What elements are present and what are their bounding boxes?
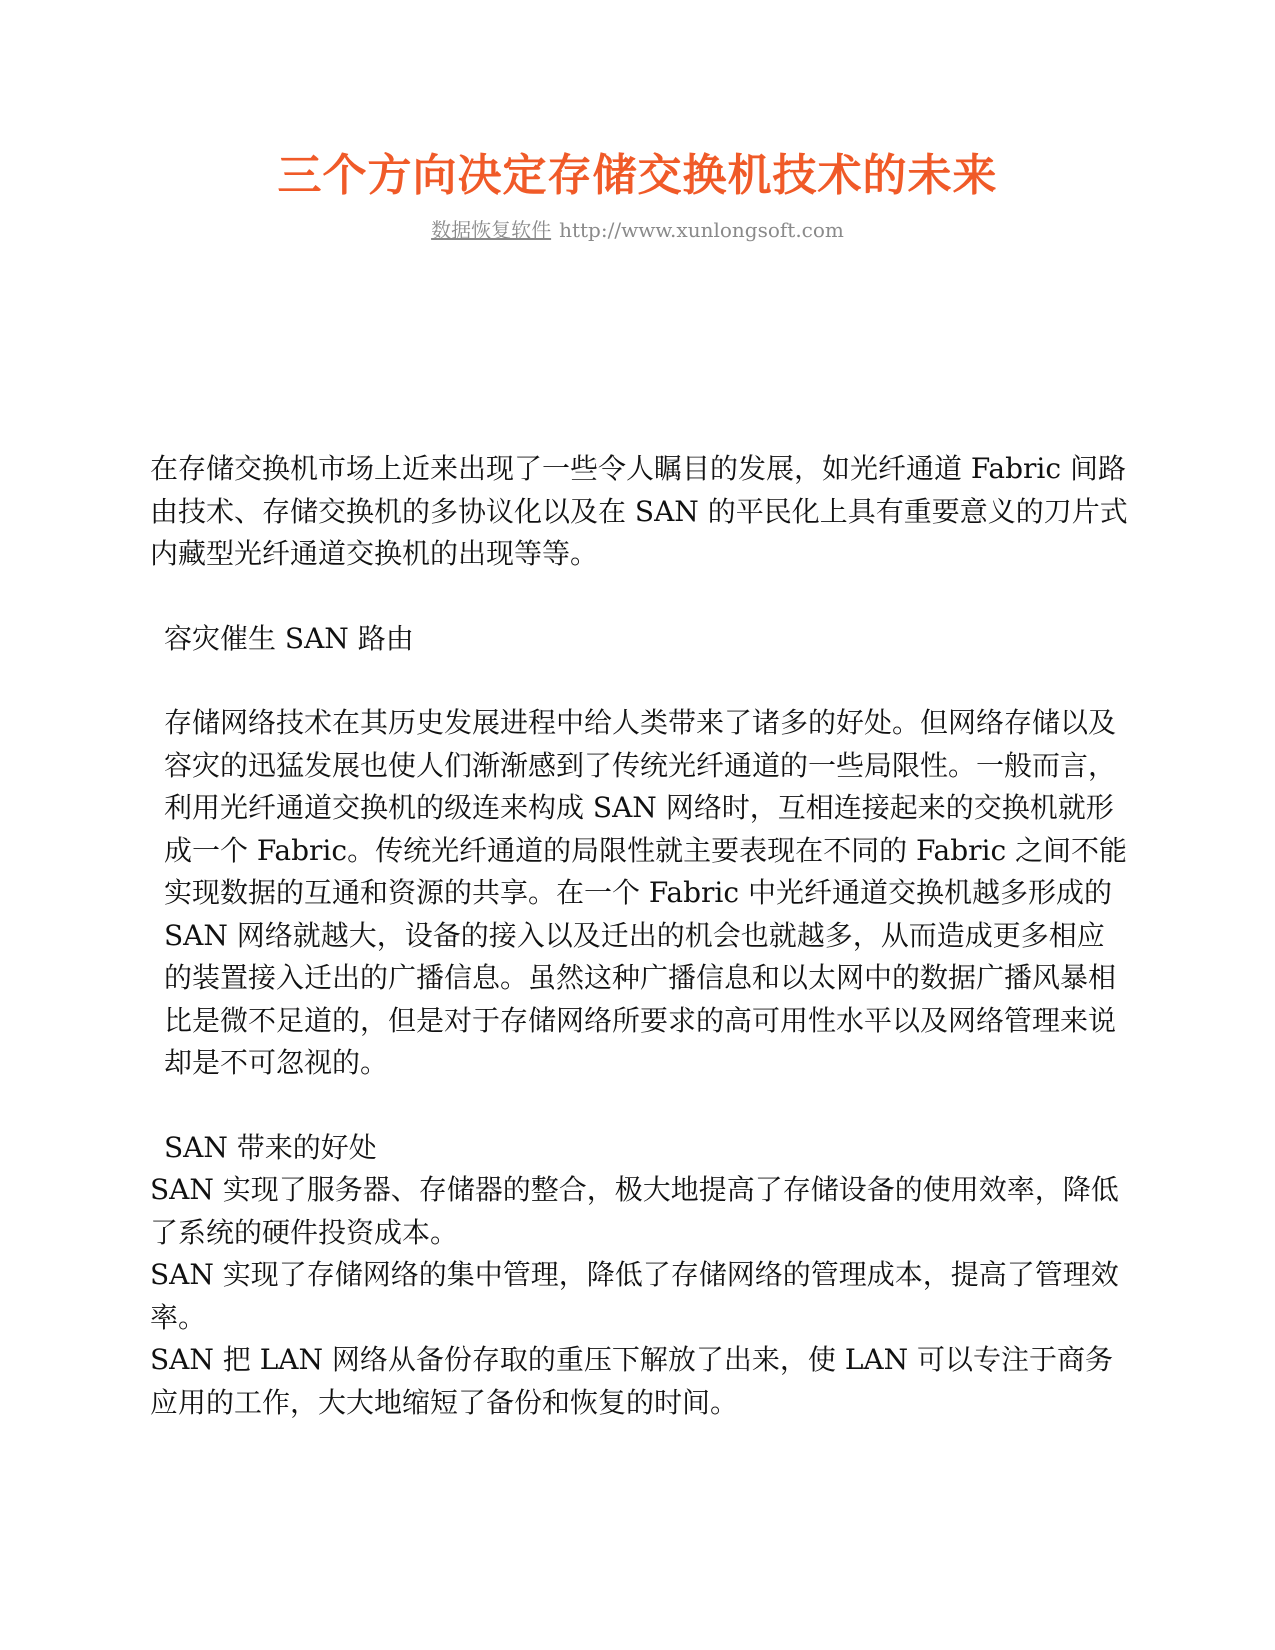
benefit-item-3: SAN 把 LAN 网络从备份存取的重压下解放了出来，使 LAN 可以专注于商务应用的工作，大大地缩短了备份和恢复的时间。 bbox=[150, 1343, 1114, 1419]
benefit-item-2: SAN 实现了存储网络的集中管理，降低了存储网络的管理成本，提高了管理效率。 bbox=[150, 1258, 1119, 1334]
source-url[interactable]: http://www.xunlongsoft.com bbox=[559, 218, 844, 242]
benefit-item-1: SAN 实现了服务器、存储器的整合，极大地提高了存储设备的使用效率，降低了系统的硬件投资成本。 bbox=[150, 1173, 1119, 1249]
source-link[interactable]: 数据恢复软件 bbox=[431, 218, 552, 242]
section-heading-san-benefits: SAN 带来的好处 bbox=[164, 1130, 377, 1164]
page-title: 三个方向决定存储交换机技术的未来 bbox=[277, 150, 998, 201]
san-routing-paragraph: 存储网络技术在其历史发展进程中给人类带来了诸多的好处。但网络存储以及容灾的迅猛发展也使人们渐渐感到了传统光纤通道的一些局限性。一般而言，利用光纤通道交换机的级连来构成 SAN 网络时，互相连接起来的交换机就形成一个 Fabric。传统光纤通道的局限性就主要表现在不同的 Fabric 之间不能实现数据的互通和资源的共享。在一个 Fabric 中光纤通道交换机越多形成的 SAN 网络就越大，设备的接入以及迁出的机会也就越多，从而造成更多相应的装置接入迁出的广播信息。虽然这种广播信息和以太网中的数据广播风暴相比是微不足道的，但是对于存储网络所要求的高可用性水平以及网络管理来说却是不可忽视的。 bbox=[164, 706, 1128, 1079]
section-heading-san-routing: 容灾催生 SAN 路由 bbox=[164, 621, 414, 655]
article-body bbox=[150, 448, 1130, 1424]
source-line bbox=[0, 216, 1275, 244]
intro-paragraph: 在存储交换机市场上近来出现了一些令人瞩目的发展，如光纤通道 Fabric 间路由技术、存储交换机的多协议化以及在 SAN 的平民化上具有重要意义的刀片式内藏型光纤通道交换机的出现等等。 bbox=[150, 452, 1128, 570]
